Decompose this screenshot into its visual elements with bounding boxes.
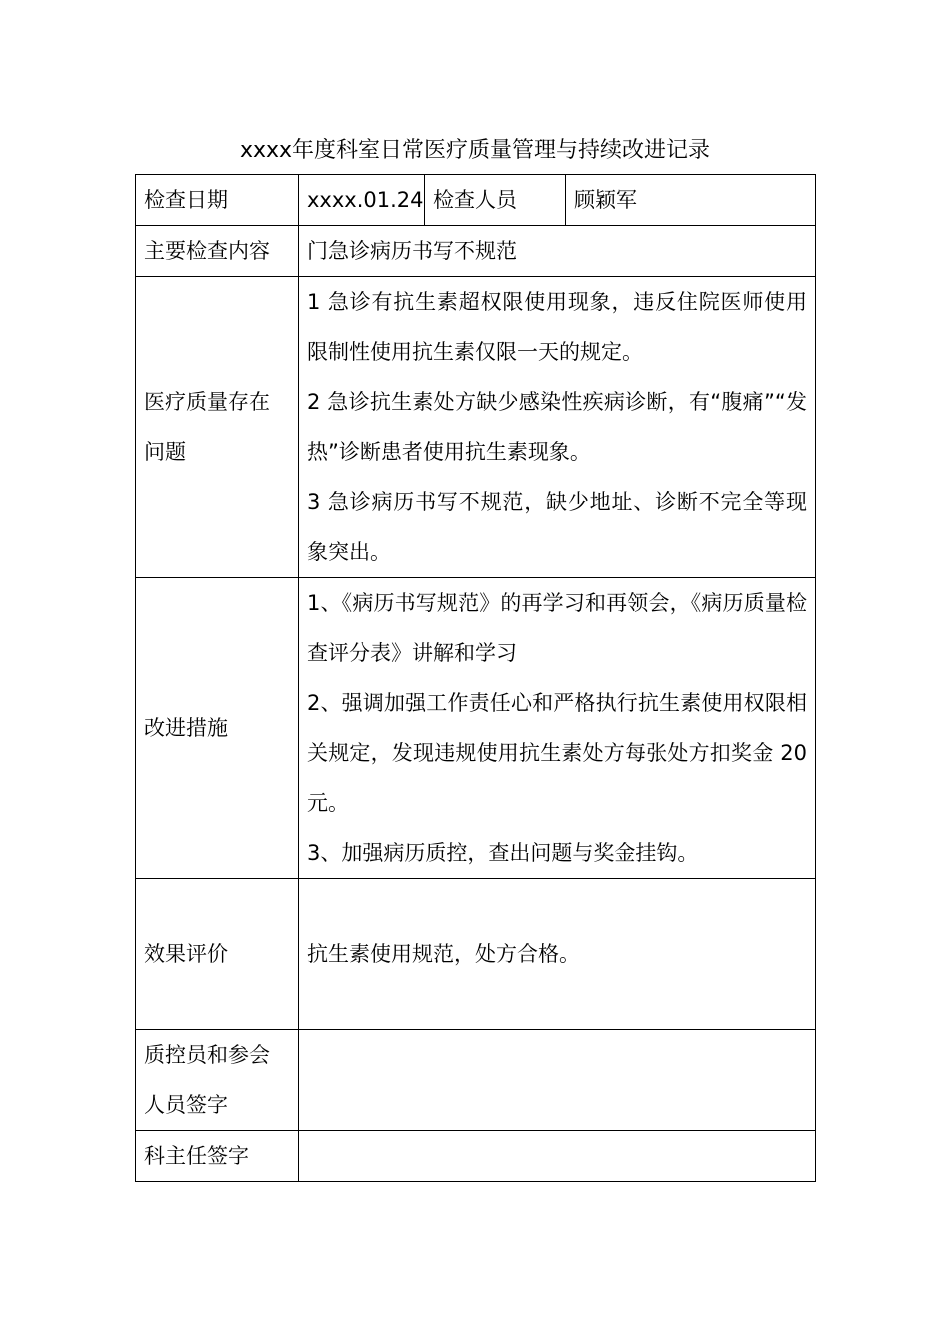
main-content-value: 门急诊病历书写不规范 [299,226,816,277]
measures-label: 改进措施 [136,578,299,879]
table-row [136,879,816,1030]
inspector-value: 顾颖军 [566,175,816,226]
page-title: xxxx年度科室日常医疗质量管理与持续改进记录 [239,138,711,163]
inspector-label: 检查人员 [425,175,566,226]
issue-item: 3 急诊病历书写不规范，缺少地址、诊断不完全等现象突出。 [307,490,807,564]
effect-label: 效果评价 [136,879,299,1030]
table-row [136,1030,816,1131]
main-content-label: 主要检查内容 [136,226,299,277]
director-sign-label: 科主任签字 [136,1131,299,1182]
measure-item: 1、《病历书写规范》的再学习和再领会，《病历质量检查评分表》讲解和学习 [307,591,807,665]
check-date-label: 检查日期 [136,175,299,226]
qc-sign-value[interactable] [299,1030,816,1131]
effect-value: 抗生素使用规范，处方合格。 [299,879,816,1030]
issue-item: 2 急诊抗生素处方缺少感染性疾病诊断，有“腹痛”“发热”诊断患者使用抗生素现象。 [307,390,807,464]
issue-item: 1 急诊有抗生素超权限使用现象，违反住院医师使用限制性使用抗生素仅限一天的规定。 [307,290,807,364]
table-row [136,175,816,226]
measure-item: 3、加强病历质控，查出问题与奖金挂钩。 [307,841,699,865]
measures-cell [299,578,816,879]
issues-label: 医疗质量存在问题 [136,277,299,578]
table-row [136,578,816,879]
table-row [136,1131,816,1182]
director-sign-value[interactable] [299,1131,816,1182]
table-row [136,226,816,277]
qc-sign-label: 质控员和参会人员签字 [136,1030,299,1131]
check-date-value: xxxx.01.24 [299,175,425,226]
table-row [136,277,816,578]
measure-item: 2、强调加强工作责任心和严格执行抗生素使用权限相关规定，发现违规使用抗生素处方每张处方扣奖金 20 元。 [307,691,807,815]
issues-cell [299,277,816,578]
quality-record-table [135,174,816,1182]
